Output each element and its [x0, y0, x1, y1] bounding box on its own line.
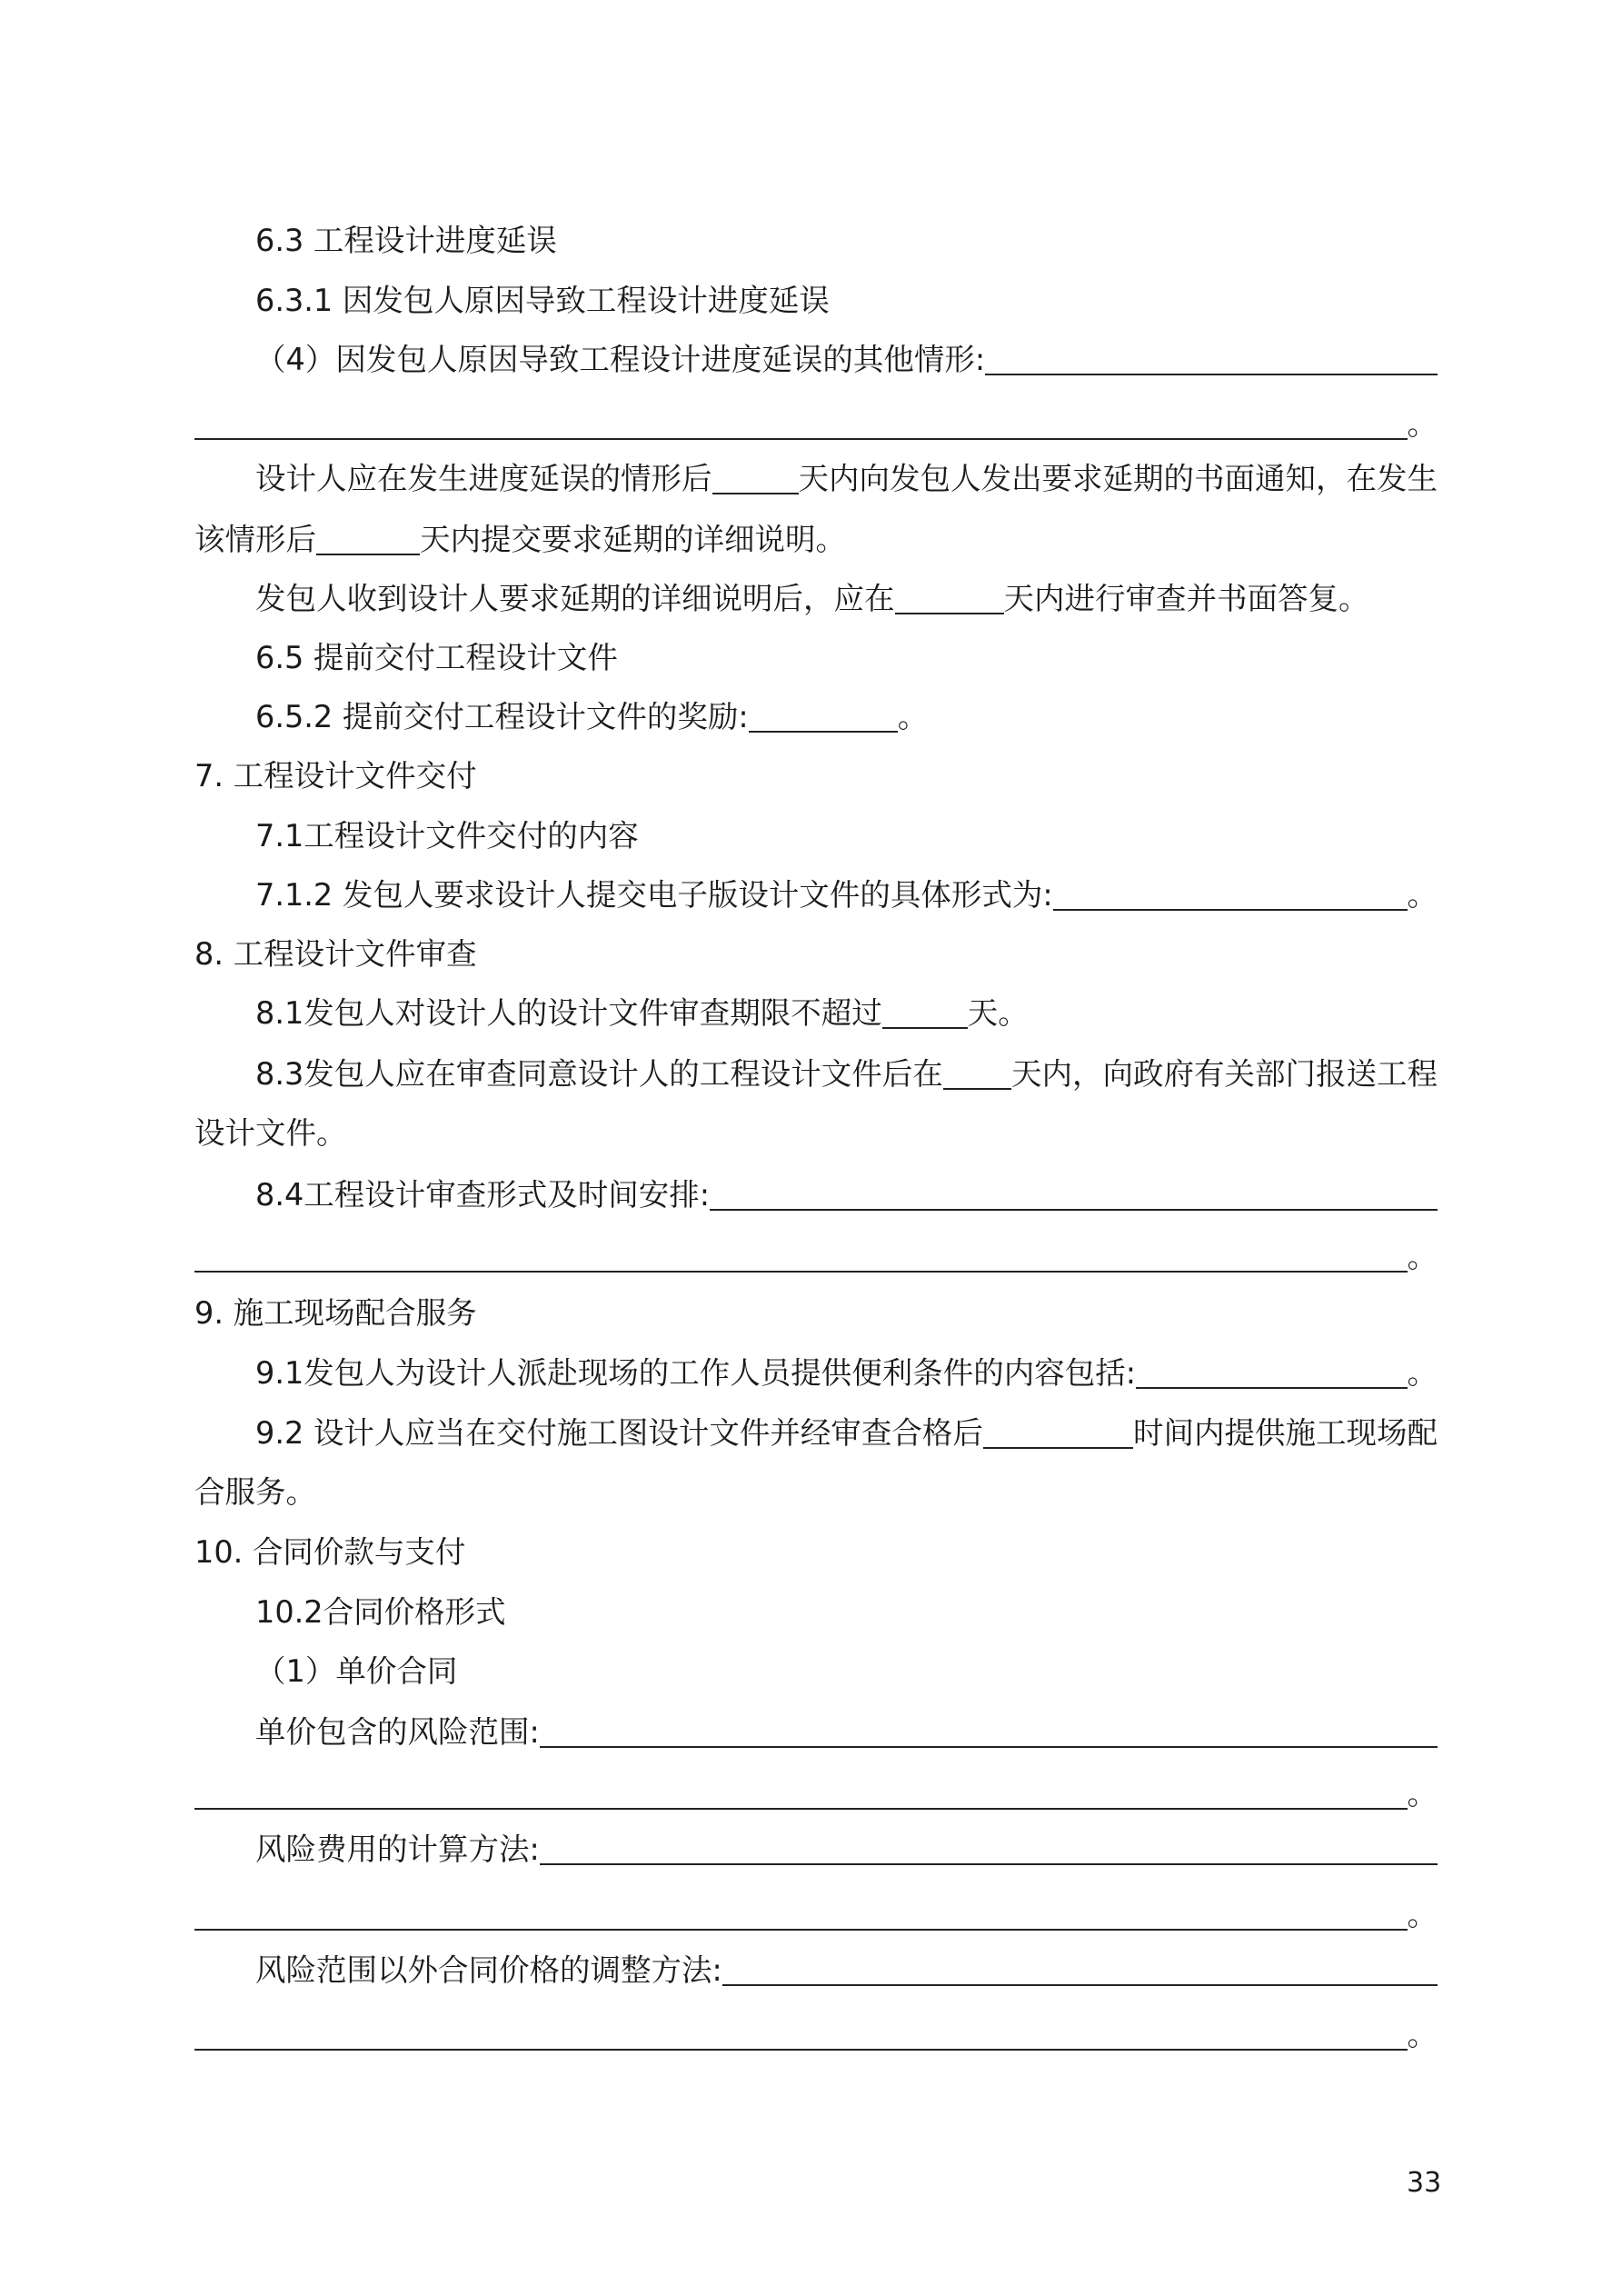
page-number: 33	[1407, 2167, 1442, 2199]
text: 天内进行审查并书面答复。	[1003, 581, 1369, 616]
text: 天内向发包人发出要求延期的书面通知，在发生	[798, 461, 1438, 496]
blank-field[interactable]	[194, 1775, 1408, 1810]
days-blank[interactable]	[943, 1055, 1011, 1090]
clause-8-3-cont	[194, 1113, 1438, 1154]
text: 天。	[967, 995, 1029, 1031]
format-blank[interactable]	[1053, 876, 1408, 911]
blank-line	[194, 2014, 1438, 2056]
heading-9	[194, 1293, 1438, 1334]
period: 。	[897, 699, 929, 734]
text: 7.1.2 发包人要求设计人提交电子版设计文件的具体形式为:	[255, 877, 1053, 913]
time-blank[interactable]	[983, 1414, 1133, 1449]
text: 天内提交要求延期的详细说明。	[420, 522, 846, 557]
delay-detail-line	[194, 519, 1438, 561]
text: 8. 工程设计文件审查	[194, 936, 477, 972]
period: 。	[1407, 877, 1438, 913]
heading-7	[194, 755, 1438, 797]
text: 9. 施工现场配合服务	[194, 1295, 477, 1331]
reward-blank[interactable]	[749, 698, 898, 733]
blank-field[interactable]	[194, 1896, 1408, 1931]
clause-9-2	[255, 1413, 1438, 1454]
heading-6-3-1	[255, 280, 1438, 322]
blank-field[interactable]	[722, 1952, 1438, 1986]
heading-10	[194, 1532, 1438, 1573]
period: 。	[1407, 2017, 1438, 2052]
heading-6-3	[255, 220, 1438, 262]
text: 风险范围以外合同价格的调整方法:	[255, 1952, 722, 1988]
blank-field[interactable]	[194, 1238, 1408, 1273]
text: 发包人收到设计人要求延期的详细说明后，应在	[255, 581, 895, 616]
text: 8.4工程设计审查形式及时间安排:	[255, 1177, 711, 1213]
clause-8-1	[255, 993, 1438, 1034]
blank-field[interactable]	[194, 405, 1408, 440]
text: 风险费用的计算方法:	[255, 1832, 540, 1867]
blank-field[interactable]	[540, 1831, 1438, 1865]
clause-6-5-2	[255, 696, 1438, 738]
heading-8	[194, 933, 1438, 975]
period: 。	[1407, 1897, 1438, 1932]
clause-8-4	[255, 1174, 1438, 1216]
clause-6-3-1-4	[255, 339, 1438, 381]
text: 单价包含的风险范围:	[255, 1714, 540, 1750]
review-reply-line	[255, 578, 1438, 620]
risk-fee-line	[255, 1829, 1438, 1871]
text: 6.5.2 提前交付工程设计文件的奖励:	[255, 699, 749, 734]
text: 10.2合同价格形式	[255, 1594, 506, 1630]
text: 设计文件。	[194, 1115, 347, 1151]
heading-6-5	[255, 637, 1438, 679]
period: 。	[1407, 1776, 1438, 1812]
days-blank[interactable]	[895, 580, 1004, 614]
text: 天内，向政府有关部门报送工程	[1011, 1056, 1438, 1092]
clause-9-2-cont	[194, 1472, 1438, 1513]
text: 时间内提供施工现场配	[1133, 1415, 1438, 1451]
risk-scope-line	[255, 1712, 1438, 1753]
text: 7. 工程设计文件交付	[194, 758, 477, 794]
blank-field[interactable]	[710, 1176, 1438, 1211]
days-blank[interactable]	[882, 994, 968, 1029]
days-blank[interactable]	[316, 521, 420, 555]
text: 8.3发包人应在审查同意设计人的工程设计文件后在	[255, 1056, 943, 1092]
text: 9.2 设计人应当在交付施工图设计文件并经审查合格后	[255, 1415, 983, 1451]
text: 9.1发包人为设计人派赴现场的工作人员提供便利条件的内容包括:	[255, 1355, 1137, 1391]
blank-line	[194, 1894, 1438, 1936]
blank-line	[194, 1236, 1438, 1278]
blank-field[interactable]	[1136, 1354, 1407, 1389]
text: 6.3.1 因发包人原因导致工程设计进度延误	[255, 283, 830, 318]
heading-10-2	[255, 1592, 1438, 1633]
period: 。	[1407, 1355, 1438, 1391]
period: 。	[1407, 1239, 1438, 1274]
delay-notice-line	[255, 458, 1438, 500]
clause-7-1-2	[255, 874, 1438, 916]
text: 合服务。	[194, 1474, 316, 1510]
blank-line	[194, 404, 1438, 445]
unit-price-contract	[255, 1651, 1438, 1692]
days-blank[interactable]	[712, 460, 799, 494]
text: 设计人应在发生进度延误的情形后	[255, 461, 712, 496]
period: 。	[1407, 406, 1438, 442]
heading-7-1	[255, 815, 1438, 857]
text: 6.3 工程设计进度延误	[255, 223, 557, 258]
blank-field[interactable]	[985, 341, 1438, 375]
text: （1）单价合同	[255, 1653, 458, 1689]
text: 10. 合同价款与支付	[194, 1534, 466, 1570]
text: 7.1工程设计文件交付的内容	[255, 818, 639, 854]
blank-field[interactable]	[540, 1713, 1438, 1748]
text: 6.5 提前交付工程设计文件	[255, 640, 618, 675]
price-adjust-line	[255, 1950, 1438, 1992]
text: （4）因发包人原因导致工程设计进度延误的其他情形:	[255, 342, 986, 377]
blank-line	[194, 1773, 1438, 1815]
clause-9-1	[255, 1353, 1438, 1394]
clause-8-3	[255, 1053, 1438, 1095]
blank-field[interactable]	[194, 2016, 1408, 2051]
text: 该情形后	[194, 522, 316, 557]
text: 8.1发包人对设计人的设计文件审查期限不超过	[255, 995, 882, 1031]
